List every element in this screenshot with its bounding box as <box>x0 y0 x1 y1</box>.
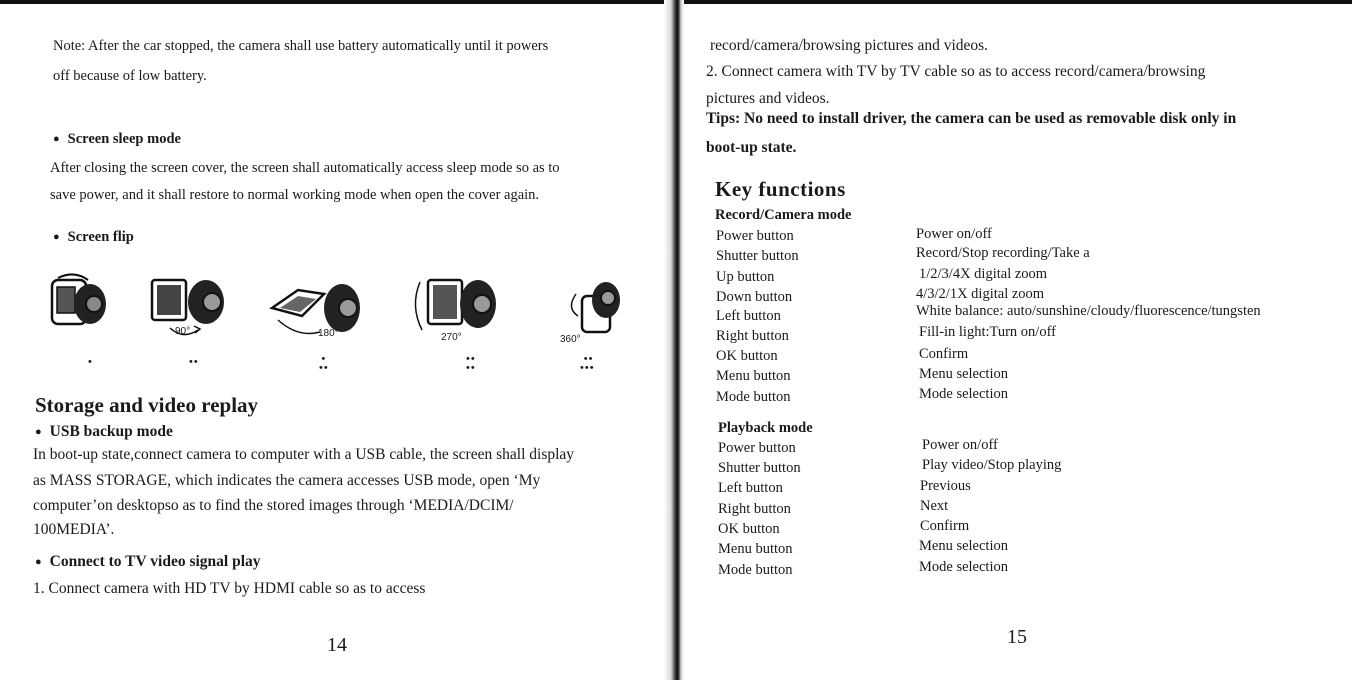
record-button-name: Right button <box>716 328 789 344</box>
angle-label-180: 180° <box>318 328 339 339</box>
camera-flip-90-icon <box>148 270 238 342</box>
note-line-2: off because of low battery. <box>53 68 207 84</box>
playback-button-name: Left button <box>718 480 783 496</box>
sleep-line-2: save power, and it shall restore to normal working mode when open the cover again. <box>50 187 540 203</box>
playback-button-name: Shutter button <box>718 460 801 476</box>
record-function: 1/2/3/4X digital zoom <box>919 266 1048 282</box>
page-number-right: 15 <box>1007 626 1027 648</box>
record-mode-heading: Record/Camera mode <box>715 207 852 223</box>
record-button-name: Power button <box>716 228 794 244</box>
record-button-name: Shutter button <box>716 248 799 264</box>
record-function: Mode selection <box>919 386 1008 402</box>
screen-flip-heading: ● Screen flip <box>53 229 134 246</box>
playback-function: Next <box>920 498 949 514</box>
playback-function: Mode selection <box>919 559 1008 575</box>
record-button-name: Down button <box>716 289 793 305</box>
usb-line-3: computer’on desktopso as to find the stored images through ‘MEDIA/DCIM/ <box>33 497 514 514</box>
camera-closed-icon <box>44 270 112 332</box>
step-dots-3: • •• <box>319 353 329 374</box>
record-function: White balance: auto/sunshine/cloudy/fluorescence/tungsten <box>916 303 1261 319</box>
book-gutter <box>664 0 684 680</box>
record-function: Confirm <box>919 346 969 362</box>
left-page <box>0 0 672 680</box>
playback-button-name: Power button <box>718 440 796 456</box>
storage-heading: Storage and video replay <box>35 393 259 417</box>
tv-line-2: 2. Connect camera with TV by TV cable so as to access record/camera/browsing <box>706 63 1206 80</box>
record-function: Record/Stop recording/Take a <box>916 245 1090 261</box>
playback-function: Previous <box>920 478 971 494</box>
record-function: 4/3/2/1X digital zoom <box>916 286 1045 302</box>
playback-button-name: Mode button <box>718 562 793 578</box>
step-dots-2: •• <box>189 356 199 368</box>
tips-line-1: Tips: No need to install driver, the camera can be used as removable disk only in <box>706 110 1237 127</box>
playback-mode-heading: Playback mode <box>718 420 813 436</box>
tips-line-2: boot-up state. <box>706 139 797 156</box>
record-button-name: Mode button <box>716 389 791 405</box>
angle-label-90: 90° <box>175 326 191 337</box>
page-number-left: 14 <box>327 634 347 656</box>
record-button-name: Left button <box>716 308 781 324</box>
usb-line-1: In boot-up state,connect camera to computer with a USB cable, the screen shall display <box>33 446 575 463</box>
angle-label-360: 360° <box>560 334 581 345</box>
usb-line-2: as MASS STORAGE, which indicates the camera accesses USB mode, open ‘My <box>33 472 541 489</box>
tv-line-1: 1. Connect camera with HD TV by HDMI cable so as to access <box>33 580 426 597</box>
camera-flip-360-icon <box>560 270 632 342</box>
record-function: Power on/off <box>916 226 992 242</box>
playback-button-name: Right button <box>718 501 791 517</box>
usb-line-4: 100MEDIA’. <box>33 521 115 538</box>
right-page <box>683 0 1352 680</box>
angle-label-270: 270° <box>441 332 462 343</box>
tv-line-3: pictures and videos. <box>706 90 830 107</box>
playback-button-name: OK button <box>718 521 780 537</box>
step-dots-1: • <box>88 356 93 368</box>
tv-heading: ● Connect to TV video signal play <box>35 553 261 571</box>
step-dots-5: •• ••• <box>580 353 595 374</box>
usb-heading: ● USB backup mode <box>35 423 173 441</box>
key-functions-heading: Key functions <box>715 177 846 201</box>
step-dots-4: •• •• <box>466 353 476 374</box>
record-button-name: Menu button <box>716 368 791 384</box>
playback-function: Menu selection <box>919 538 1008 554</box>
playback-function: Power on/off <box>922 437 998 453</box>
note-line-1: Note: After the car stopped, the camera shall use battery automatically until it powers <box>53 38 549 54</box>
playback-function: Play video/Stop playing <box>922 457 1062 473</box>
playback-function: Confirm <box>920 518 970 534</box>
screen-sleep-heading: ● Screen sleep mode <box>53 131 181 148</box>
record-function: Menu selection <box>919 366 1008 382</box>
record-button-name: OK button <box>716 348 778 364</box>
tv-line-1-cont: record/camera/browsing pictures and videos. <box>710 37 989 54</box>
record-function: Fill-in light:Turn on/off <box>919 324 1056 340</box>
sleep-line-1: After closing the screen cover, the screen shall automatically access sleep mode so as to <box>50 160 560 176</box>
playback-button-name: Menu button <box>718 541 793 557</box>
record-button-name: Up button <box>716 269 775 285</box>
